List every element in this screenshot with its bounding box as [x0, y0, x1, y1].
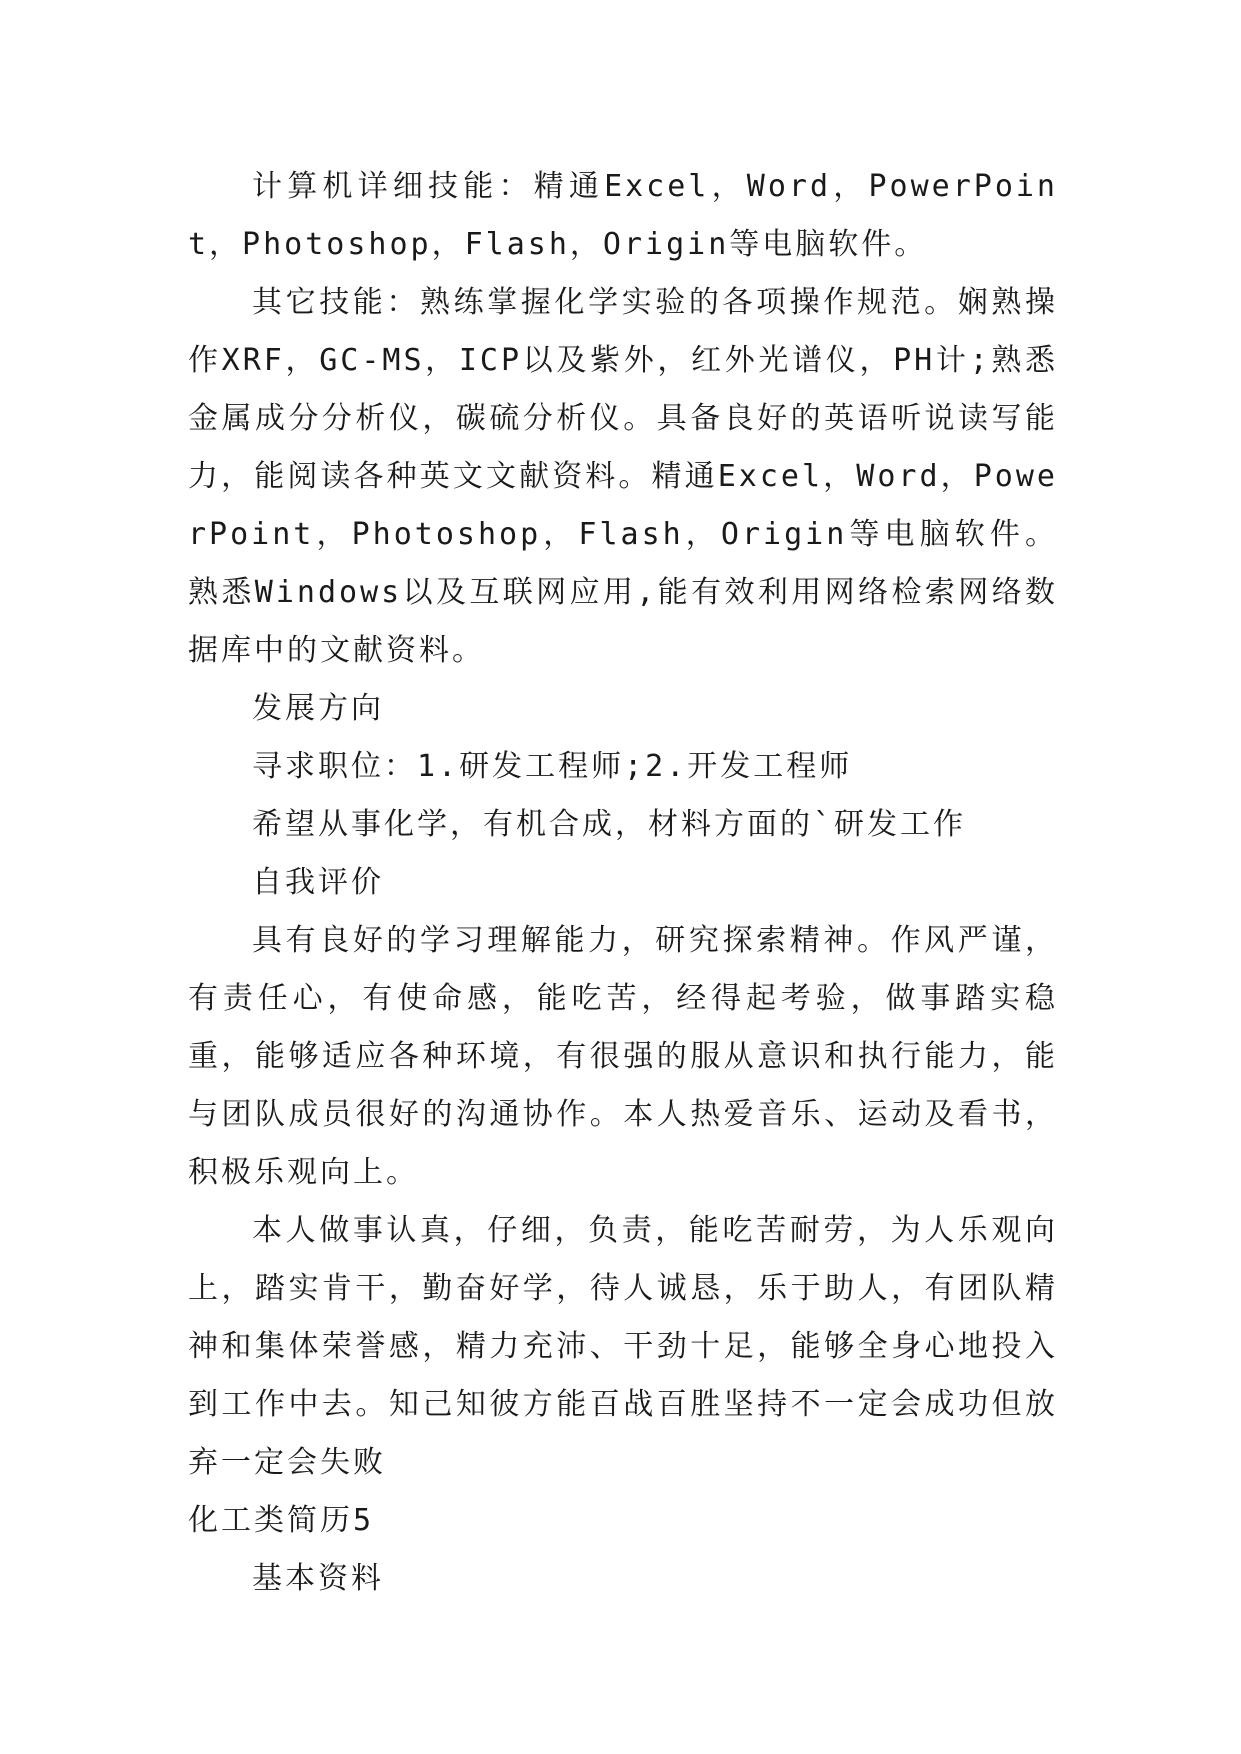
document-body	[188, 158, 1058, 1608]
paragraph-self-evaluation-2: 本人做事认真，仔细，负责，能吃苦耐劳，为人乐观向上，踏实肯干，勤奋好学，待人诚恳，乐于助人，有团队精神和集体荣誉感，精力充沛、干劲十足，能够全身心地投入到工作中去。知己知彼方能百战百胜坚持不一定会成功但放弃一定会失败	[188, 1213, 1058, 1480]
paragraph-desired-position: 寻求职位：1.研发工程师;2.开发工程师	[252, 749, 853, 784]
heading-resume-5: 化工类简历5	[188, 1503, 375, 1538]
paragraph-computer-skills: 计算机详细技能：精通Excel，Word，PowerPoint，Photoshop，Flash，Origin等电脑软件。	[188, 169, 1058, 262]
paragraph-self-evaluation-1: 具有良好的学习理解能力，研究探索精神。作风严谨，有责任心，有使命感，能吃苦，经得起考验，做事踏实稳重，能够适应各种环境，有很强的服从意识和执行能力，能与团队成员很好的沟通协作。本人热爱音乐、运动及看书，积极乐观向上。	[188, 923, 1058, 1190]
heading-self-evaluation: 自我评价	[252, 865, 384, 900]
paragraph-desired-field: 希望从事化学，有机合成，材料方面的`研发工作	[252, 807, 967, 842]
paragraph-other-skills: 其它技能：熟练掌握化学实验的各项操作规范。娴熟操作XRF，GC-MS，ICP以及紫外，红外光谱仪，PH计;熟悉金属成分分析仪，碳硫分析仪。具备良好的英语听说读写能力，能阅读各种英文文献资料。精通Excel，Word，PowerPoint，Photoshop，Flash，Origin等电脑软件。熟悉Windows以及互联网应用,能有效利用网络检索网络数据库中的文献资料。	[188, 285, 1058, 668]
heading-career-direction: 发展方向	[252, 691, 384, 726]
heading-basic-info: 基本资料	[252, 1561, 384, 1596]
